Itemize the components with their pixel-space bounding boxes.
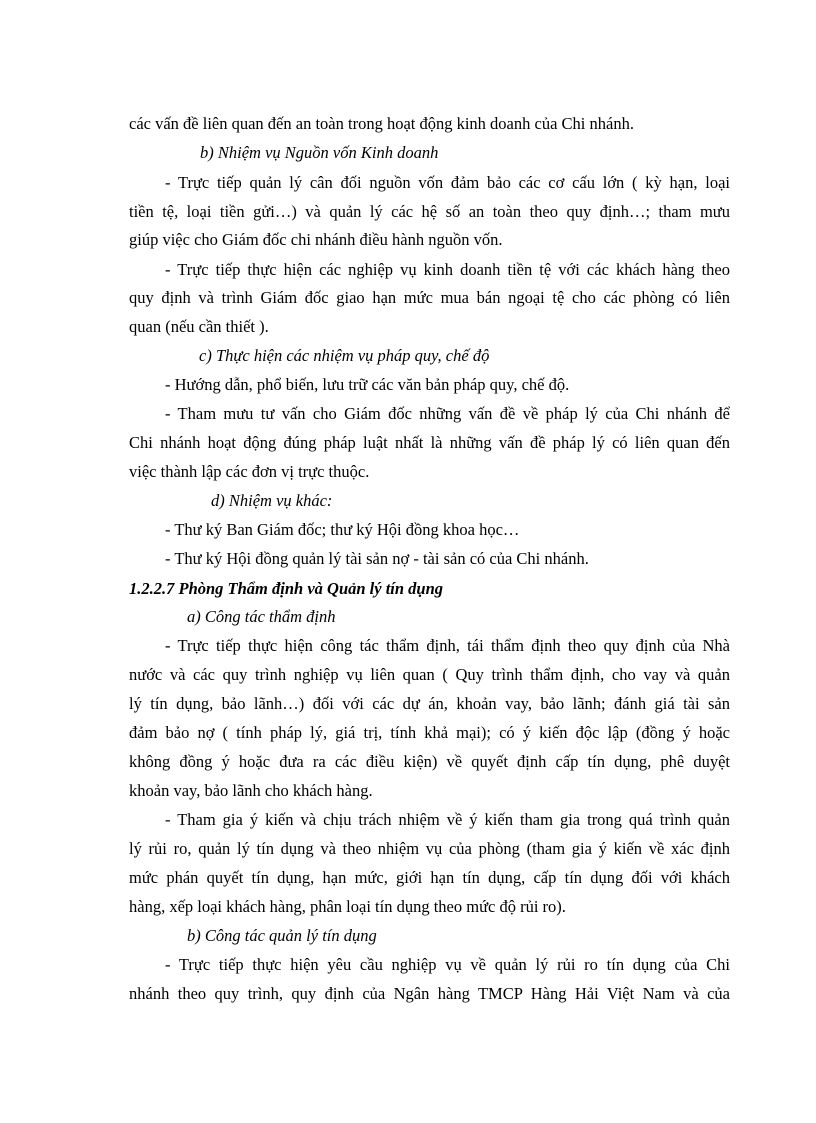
paragraph-line: - Trực tiếp thực hiện yêu cầu nghiệp vụ về quản lý rủi ro tín dụng của Chi	[165, 955, 730, 974]
paragraph-line: - Hướng dẫn, phổ biến, lưu trữ các văn bản pháp quy, chế độ.	[165, 375, 570, 394]
subsection-heading: d) Nhiệm vụ khác:	[211, 491, 333, 510]
paragraph-line: - Tham gia ý kiến và chịu trách nhiệm về ý kiến tham gia trong quá trình quản	[165, 810, 730, 829]
paragraph-line: - Thư ký Hội đồng quản lý tài sản nợ - tài sản có của Chi nhánh.	[165, 549, 589, 568]
paragraph-line: Chi nhánh hoạt động đúng pháp luật nhất là những vấn đề pháp lý có liên quan đến	[129, 433, 730, 452]
paragraph-line: - Trực tiếp thực hiện các nghiệp vụ kinh doanh tiền tệ với các khách hàng theo	[165, 260, 730, 279]
paragraph-line: giúp việc cho Giám đốc chi nhánh điều hành nguồn vốn.	[129, 230, 503, 249]
paragraph-line: các vấn đề liên quan đến an toàn trong hoạt động kinh doanh của Chi nhánh.	[129, 114, 634, 133]
paragraph-line: lý tín dụng, bảo lãnh…) đối với các dự án, khoản vay, bảo lãnh; đánh giá tài sản	[129, 694, 730, 713]
paragraph-line: quan (nếu cần thiết ).	[129, 317, 269, 336]
paragraph-line: - Trực tiếp thực hiện công tác thẩm định, tái thẩm định theo quy định của Nhà	[165, 636, 730, 655]
paragraph-line: khoản vay, bảo lãnh cho khách hàng.	[129, 781, 373, 800]
subsection-heading: b) Công tác quản lý tín dụng	[187, 926, 377, 945]
paragraph-line: hàng, xếp loại khách hàng, phân loại tín dụng theo mức độ rủi ro).	[129, 897, 566, 916]
subsection-heading: b) Nhiệm vụ Nguồn vốn Kinh doanh	[200, 143, 439, 162]
paragraph-line: việc thành lập các đơn vị trực thuộc.	[129, 462, 370, 481]
paragraph-line: nhánh theo quy trình, quy định của Ngân hàng TMCP Hàng Hải Việt Nam và của	[129, 984, 730, 1003]
section-heading: 1.2.2.7 Phòng Thẩm định và Quản lý tín dụng	[129, 579, 444, 598]
paragraph-line: mức phán quyết tín dụng, hạn mức, giới hạn tín dụng, cấp tín dụng đối với khách	[129, 868, 730, 887]
subsection-heading: c) Thực hiện các nhiệm vụ pháp quy, chế độ	[199, 346, 490, 365]
paragraph-line: nước và các quy trình nghiệp vụ liên quan ( Quy trình thẩm định, cho vay và quản	[129, 665, 730, 684]
paragraph-line: - Thư ký Ban Giám đốc; thư ký Hội đồng khoa học…	[165, 520, 520, 539]
paragraph-line: quy định và trình Giám đốc giao hạn mức mua bán ngoại tệ cho các phòng có liên	[129, 288, 730, 307]
paragraph-line: - Tham mưu tư vấn cho Giám đốc những vấn đề về pháp lý của Chi nhánh để	[165, 404, 730, 423]
paragraph-line: - Trực tiếp quản lý cân đối nguồn vốn đảm bảo các cơ cấu lớn ( kỳ hạn, loại	[165, 173, 730, 192]
paragraph-line: đảm bảo nợ ( tính pháp lý, giá trị, tính khả mại); có ý kiến độc lập (đồng ý hoặc	[129, 723, 730, 742]
paragraph-line: tiền tệ, loại tiền gửi…) và quản lý các hệ số an toàn theo quy định…; tham mưu	[129, 202, 730, 221]
subsection-heading: a) Công tác thẩm định	[187, 607, 336, 626]
paragraph-line: không đồng ý hoặc đưa ra các điều kiện) về quyết định cấp tín dụng, phê duyệt	[129, 752, 730, 771]
paragraph-line: lý rủi ro, quản lý tín dụng và theo nhiệm vụ của phòng (tham gia ý kiến về xác định	[129, 839, 730, 858]
